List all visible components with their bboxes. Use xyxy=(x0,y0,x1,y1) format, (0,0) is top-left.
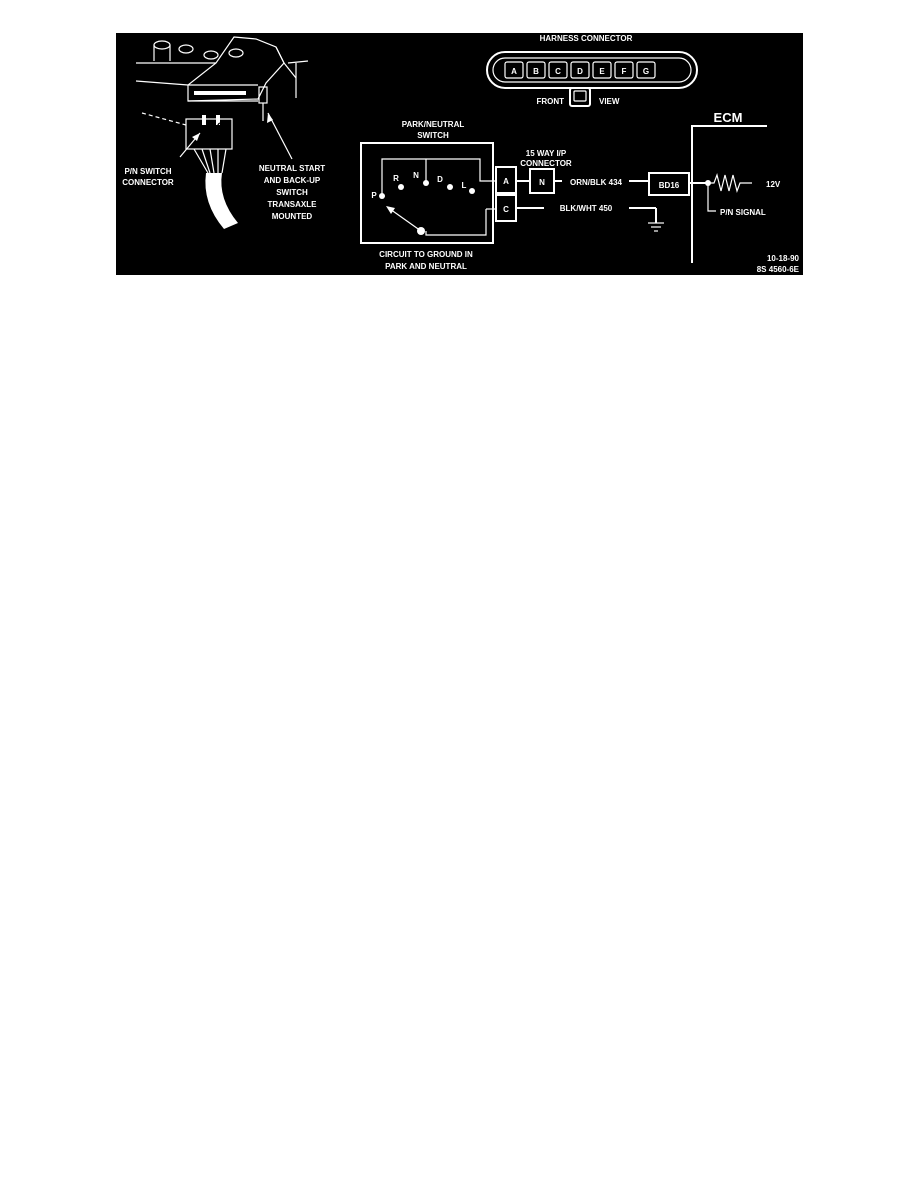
pn-connector-pin-g: G xyxy=(217,121,225,131)
park-neutral-switch-title-line1: PARK/NEUTRAL xyxy=(401,120,465,129)
neutral-start-label-line5: MOUNTED xyxy=(271,212,313,221)
position-p: P xyxy=(371,191,377,200)
ip-connector-label-line2: CONNECTOR xyxy=(520,159,572,168)
neutral-start-label-line1: NEUTRAL START xyxy=(258,164,326,173)
harness-pin-e: E xyxy=(599,67,605,76)
neutral-start-label-line2: AND BACK-UP xyxy=(263,176,321,185)
pn-connector-pin-a: A xyxy=(208,121,215,131)
harness-view-label: VIEW xyxy=(599,97,620,106)
wire-orn-blk-434: ORN/BLK 434 xyxy=(569,178,623,187)
harness-pin-a: A xyxy=(511,67,517,76)
neutral-start-label-line4: TRANSAXLE xyxy=(267,200,317,209)
ip-connector-pin-n: N xyxy=(539,178,545,187)
pn-switch-connector-label-line1: P/N SWITCH xyxy=(124,167,172,176)
switch-terminal-c: C xyxy=(503,205,509,214)
harness-connector xyxy=(487,52,697,106)
switch-terminal-a: A xyxy=(503,177,509,186)
ecm-title: ECM xyxy=(713,110,743,125)
ecm-terminal-bd16: BD16 xyxy=(658,181,680,190)
park-neutral-switch-title-line2: SWITCH xyxy=(417,131,449,140)
harness-pin-g: G xyxy=(642,67,650,76)
harness-pin-b: B xyxy=(533,67,539,76)
position-l: L xyxy=(461,181,467,190)
ecm-voltage-12v: 12V xyxy=(766,180,781,189)
pn-switch-connector-label-line2: CONNECTOR xyxy=(122,178,174,187)
position-n: N xyxy=(413,171,419,180)
position-d: D xyxy=(437,175,443,184)
harness-pin-d: D xyxy=(577,67,583,76)
ecm-pn-signal-label: P/N SIGNAL xyxy=(720,208,766,217)
neutral-start-label-line3: SWITCH xyxy=(276,188,308,197)
position-r: R xyxy=(393,174,399,183)
harness-front-label: FRONT xyxy=(536,97,564,106)
switch-caption-line2: PARK AND NEUTRAL xyxy=(385,262,467,271)
diagram-date: 10-18-90 xyxy=(766,254,799,263)
park-neutral-switch-wiring-diagram xyxy=(116,33,803,275)
harness-pin-f: F xyxy=(621,67,627,76)
switch-caption-line1: CIRCUIT TO GROUND IN xyxy=(379,250,473,259)
wire-blk-wht-450: BLK/WHT 450 xyxy=(559,204,613,213)
ip-connector-label-line1: 15 WAY I/P xyxy=(525,149,567,158)
harness-connector-title: HARNESS CONNECTOR xyxy=(539,34,633,43)
park-neutral-switch xyxy=(361,143,516,243)
ecm-block xyxy=(689,126,767,263)
harness-pin-c: C xyxy=(555,67,561,76)
diagram-code: 8S 4560-6E xyxy=(756,265,799,274)
